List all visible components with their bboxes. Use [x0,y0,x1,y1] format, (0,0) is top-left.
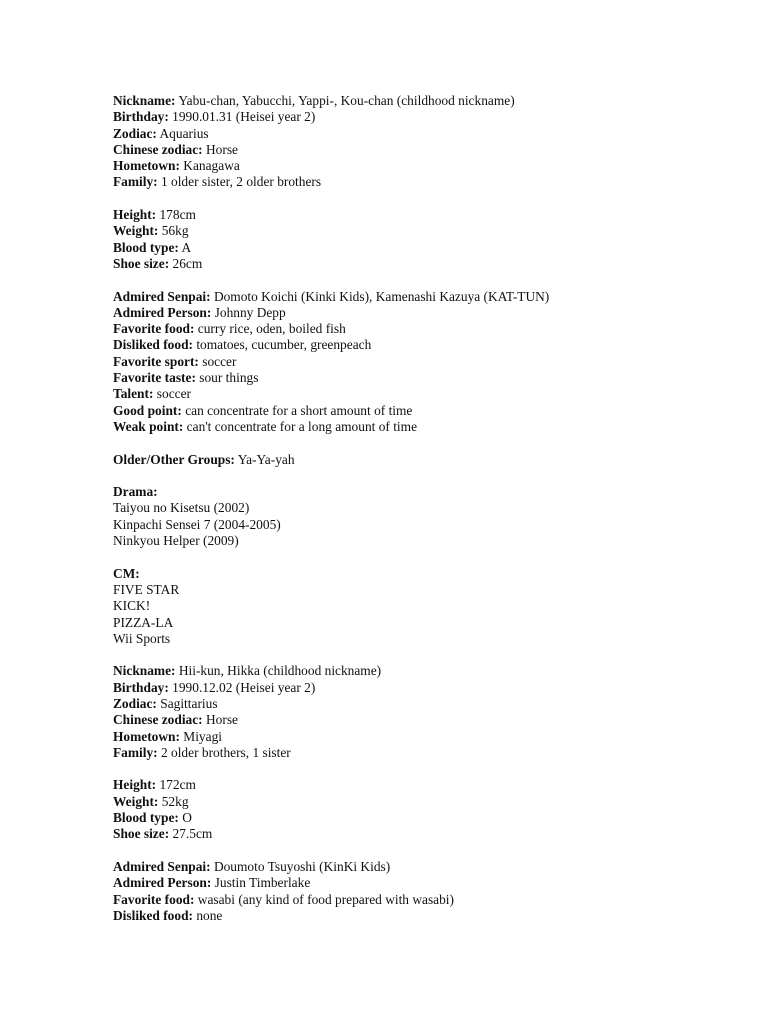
field-label: Nickname: [113,93,176,108]
field-label: Talent: [113,386,154,402]
field-label: Zodiac: [113,125,157,141]
field-label: Admired Senpai: [113,858,211,874]
field-label: Family: [113,174,158,190]
profile-2-basic [113,663,733,761]
field-value: 1 older sister, 2 older brothers [157,174,322,190]
field-line [113,696,733,712]
field-label: Blood type: [113,810,179,826]
field-value: Sagittarius [156,695,218,711]
field-label: Blood type: [113,239,179,255]
field-label: Disliked food: [113,337,193,353]
field-line [113,712,733,728]
document-body [113,93,733,924]
field-line [113,289,733,305]
field-label: Weak point: [113,418,184,434]
field-label: Hometown: [113,728,180,744]
field-line [113,126,733,142]
field-value: can't concentrate for a long amount of time [183,418,418,434]
field-label: Older/Other Groups: [113,451,235,467]
field-value: Justin Timberlake [211,875,311,891]
list-item: Kinpachi Sensei 7 (2004-2005) [113,516,281,532]
field-line [113,419,733,435]
list-item: Wii Sports [113,630,171,646]
field-value: wasabi (any kind of food prepared with wasabi) [194,891,454,907]
field-label: Admired Person: [113,875,212,891]
field-label: Admired Person: [113,304,212,320]
profile-1-groups [113,452,733,468]
field-value: 1990.12.02 (Heisei year 2) [168,679,316,695]
field-value: Doumoto Tsuyoshi (KinKi Kids) [210,858,391,874]
list-item: PIZZA-LA [113,614,174,630]
field-line [113,240,733,256]
field-value: 52kg [158,793,189,809]
field-label: Hometown: [113,158,180,174]
field-line [113,386,733,402]
field-value: curry rice, oden, boiled fish [194,321,346,337]
profile-2-likes [113,859,733,924]
field-line [113,305,733,321]
cm-heading: CM: [113,565,140,581]
field-label: Good point: [113,402,182,418]
field-value: 56kg [158,223,189,239]
field-line [113,892,733,908]
field-line [113,826,733,842]
spacer [113,435,733,451]
profile-1-physical [113,207,733,272]
field-value: Ya-Ya-yah [234,451,295,467]
field-value: Johnny Depp [211,304,286,320]
profile-1-likes [113,289,733,436]
field-value: A [178,239,192,255]
field-line [113,337,733,353]
field-line [113,810,733,826]
spacer [113,761,733,777]
spacer [113,647,733,663]
spacer [113,549,733,565]
field-value: Yabu-chan, Yabucchi, Yappi-, Kou-chan (childhood nickname) [175,93,515,108]
field-line [113,908,733,924]
field-value: 26cm [169,255,203,271]
field-line [113,142,733,158]
spacer [113,191,733,207]
spacer [113,843,733,859]
field-value: Horse [202,141,238,157]
field-line [113,207,733,223]
field-line [113,370,733,386]
drama-heading: Drama: [113,484,158,500]
field-label: Favorite food: [113,891,195,907]
field-line [113,729,733,745]
field-line [113,174,733,190]
field-value: soccer [153,386,191,402]
field-line [113,875,733,891]
field-line [113,109,733,125]
field-value: O [178,810,192,826]
profile-1-basic [113,93,733,191]
field-value: 2 older brothers, 1 sister [157,744,291,760]
spacer [113,468,733,484]
field-line [113,93,733,109]
spacer [113,272,733,288]
field-value: Domoto Koichi (Kinki Kids), Kamenashi Kazuya (KAT-TUN) [210,288,550,304]
list-item: Taiyou no Kisetsu (2002) [113,500,250,516]
cm-list [113,582,733,647]
field-label: Chinese zodiac: [113,712,203,728]
field-line [113,354,733,370]
field-label: Weight: [113,223,159,239]
field-value: Miyagi [179,728,222,744]
field-label: Height: [113,207,157,223]
field-label: Disliked food: [113,907,193,923]
field-label: Favorite taste: [113,370,196,386]
field-label: Admired Senpai: [113,288,211,304]
field-line [113,256,733,272]
field-label: Birthday: [113,109,169,125]
field-value: Kanagawa [179,158,240,174]
field-value: 178cm [156,207,196,223]
field-value: none [192,907,223,923]
field-value: Hii-kun, Hikka (childhood nickname) [175,663,382,679]
field-value: tomatoes, cucumber, greenpeach [192,337,372,353]
field-label: Nickname: [113,663,176,679]
field-line [113,223,733,239]
field-label: Chinese zodiac: [113,141,203,157]
field-label: Zodiac: [113,695,157,711]
field-value: Aquarius [156,125,209,141]
field-value: soccer [198,353,237,369]
drama-list [113,500,733,549]
field-line [113,794,733,810]
field-line [113,663,733,679]
field-label: Favorite sport: [113,353,199,369]
list-item: Ninkyou Helper (2009) [113,533,239,549]
field-line [113,321,733,337]
field-label: Shoe size: [113,826,170,842]
field-line [113,680,733,696]
field-label: Height: [113,777,157,793]
profile-2-physical [113,777,733,842]
field-line [113,859,733,875]
field-label: Weight: [113,793,159,809]
field-line [113,403,733,419]
field-value: 172cm [156,777,196,793]
field-value: 1990.01.31 (Heisei year 2) [168,109,316,125]
field-line [113,745,733,761]
list-item: KICK! [113,598,151,614]
field-value: can concentrate for a short amount of time [181,402,413,418]
field-line [113,158,733,174]
field-line [113,777,733,793]
list-item: FIVE STAR [113,581,180,597]
field-label: Birthday: [113,679,169,695]
field-label: Favorite food: [113,321,195,337]
field-value: 27.5cm [169,826,213,842]
field-label: Shoe size: [113,255,170,271]
field-value: Horse [202,712,238,728]
field-label: Family: [113,744,158,760]
field-value: sour things [195,370,259,386]
